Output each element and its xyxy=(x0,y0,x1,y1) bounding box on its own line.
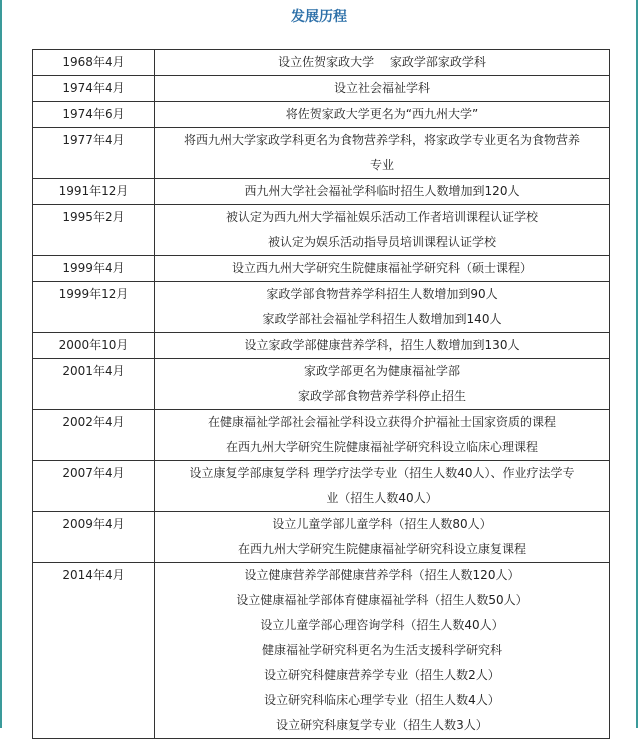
event-line: 将佐贺家政大学更名为“西九州大学” xyxy=(285,107,479,121)
events-cell xyxy=(155,333,610,359)
events-cell xyxy=(155,128,610,179)
table-row xyxy=(33,563,610,739)
event-line: 设立佐贺家政大学 家政学部家政学科 xyxy=(278,55,486,69)
event-line: 被认定为西九州大学福祉娱乐活动工作者培训课程认证学校 xyxy=(225,210,538,224)
event-line: 在西九州大学研究生院健康福祉学研究科设立康复课程 xyxy=(237,542,526,556)
date-cell: 2014年4月 xyxy=(33,563,155,739)
event-line: 设立儿童学部儿童学科（招生人数80人） xyxy=(272,517,492,531)
event-line: 设立健康福祉学部体育健康福祉学科（招生人数50人） xyxy=(236,593,528,607)
events-cell xyxy=(155,50,610,76)
date-cell: 2007年4月 xyxy=(33,461,155,512)
table-row xyxy=(33,179,610,205)
event-line: 家政学部食物营养学科招生人数增加到90人 xyxy=(266,287,498,301)
date-cell: 1977年4月 xyxy=(33,128,155,179)
event-line: 设立康复学部康复学科 理学疗法学专业（招生人数40人）、作业疗法学专 xyxy=(189,466,575,480)
event-line: 西九州大学社会福祉学科临时招生人数增加到120人 xyxy=(244,184,520,198)
table-row xyxy=(33,410,610,461)
date-cell: 2002年4月 xyxy=(33,410,155,461)
events-cell xyxy=(155,76,610,102)
table-row xyxy=(33,256,610,282)
event-line: 设立研究科临床心理学专业（招生人数4人） xyxy=(264,693,500,707)
date-cell: 1991年12月 xyxy=(33,179,155,205)
event-line: 业（招生人数40人） xyxy=(326,491,438,505)
event-line: 设立儿童学部心理咨询学科（招生人数40人） xyxy=(260,618,504,632)
table-row xyxy=(33,76,610,102)
table-row xyxy=(33,205,610,256)
event-line: 在健康福祉学部社会福祉学科设立获得介护福祉士国家资质的课程 xyxy=(207,415,556,429)
event-line: 将西九州大学家政学科更名为食物营养学科，将家政学专业更名为食物营养 xyxy=(183,133,580,147)
table-row xyxy=(33,282,610,333)
date-cell: 2000年10月 xyxy=(33,333,155,359)
date-cell: 2001年4月 xyxy=(33,359,155,410)
event-line: 家政学部更名为健康福祉学部 xyxy=(303,364,460,378)
events-cell xyxy=(155,179,610,205)
history-table-body xyxy=(33,50,610,739)
date-cell: 2009年4月 xyxy=(33,512,155,563)
table-row xyxy=(33,512,610,563)
date-cell: 1999年12月 xyxy=(33,282,155,333)
event-line: 被认定为娱乐活动指导员培训课程认证学校 xyxy=(267,235,496,249)
page-title: 发展历程 xyxy=(291,9,347,25)
history-table xyxy=(32,49,610,739)
table-row xyxy=(33,50,610,76)
date-cell: 1995年2月 xyxy=(33,205,155,256)
events-cell xyxy=(155,512,610,563)
events-cell xyxy=(155,282,610,333)
event-line: 专业 xyxy=(369,158,394,172)
events-cell xyxy=(155,410,610,461)
events-cell xyxy=(155,359,610,410)
table-row xyxy=(33,359,610,410)
date-cell: 1968年4月 xyxy=(33,50,155,76)
event-line: 在西九州大学研究生院健康福祉学研究科设立临床心理课程 xyxy=(225,440,538,454)
event-line: 设立健康营养学部健康营养学科（招生人数120人） xyxy=(244,568,520,582)
table-row xyxy=(33,333,610,359)
event-line: 设立研究科健康营养学专业（招生人数2人） xyxy=(264,668,500,682)
table-row xyxy=(33,128,610,179)
event-line: 家政学部食物营养学科停止招生 xyxy=(297,389,466,403)
table-row xyxy=(33,461,610,512)
events-cell xyxy=(155,563,610,739)
event-line: 健康福祉学研究科更名为生活支援科学研究科 xyxy=(261,643,502,657)
date-cell: 1974年6月 xyxy=(33,102,155,128)
event-line: 设立社会福祉学科 xyxy=(333,81,430,95)
date-cell: 1999年4月 xyxy=(33,256,155,282)
event-line: 设立西九州大学研究生院健康福祉学研究科（硕士课程） xyxy=(231,261,532,275)
events-cell xyxy=(155,256,610,282)
event-line: 家政学部社会福祉学科招生人数增加到140人 xyxy=(262,312,502,326)
date-cell: 1974年4月 xyxy=(33,76,155,102)
event-line: 设立研究科康复学专业（招生人数3人） xyxy=(276,718,488,732)
events-cell xyxy=(155,461,610,512)
events-cell xyxy=(155,205,610,256)
event-line: 设立家政学部健康营养学科，招生人数增加到130人 xyxy=(244,338,520,352)
events-cell xyxy=(155,102,610,128)
table-row xyxy=(33,102,610,128)
